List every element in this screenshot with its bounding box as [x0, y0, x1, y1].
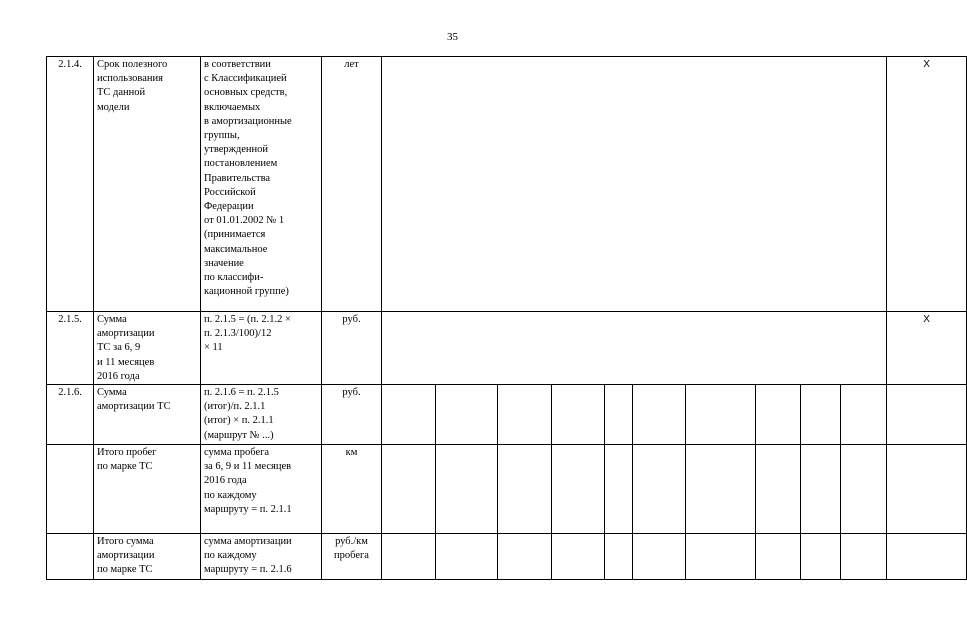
empty-cell [633, 385, 686, 445]
data-table [46, 56, 967, 580]
empty-cell [552, 445, 605, 534]
empty-cell [841, 534, 887, 580]
merged-cell [382, 57, 887, 312]
empty-cell [605, 385, 633, 445]
empty-cell [605, 534, 633, 580]
empty-cell [382, 385, 436, 445]
x-mark: X [923, 314, 930, 325]
row-number: 2.1.6. [47, 385, 94, 445]
empty-cell [887, 385, 967, 445]
table-row [47, 385, 967, 445]
empty-cell [382, 445, 436, 534]
row-formula: п. 2.1.6 = п. 2.1.5 (итог)/п. 2.1.1 (итог) × п. 2.1.1 (маршрут № ...) [201, 385, 322, 445]
empty-cell [801, 385, 841, 445]
empty-cell [382, 534, 436, 580]
row-mark [887, 312, 967, 385]
row-number: 2.1.5. [47, 312, 94, 385]
empty-cell [633, 534, 686, 580]
empty-cell [887, 534, 967, 580]
table-row [47, 445, 967, 534]
row-formula: сумма амортизации по каждому маршруту = п. 2.1.6 [201, 534, 322, 580]
row-formula: сумма пробега за 6, 9 и 11 месяцев 2016 года по каждому маршруту = п. 2.1.1 [201, 445, 322, 534]
empty-cell [552, 385, 605, 445]
empty-cell [756, 385, 801, 445]
table-row [47, 534, 967, 580]
empty-cell [686, 385, 756, 445]
row-number [47, 534, 94, 580]
empty-cell [552, 534, 605, 580]
empty-cell [756, 445, 801, 534]
row-name: Итого пробег по марке ТС [94, 445, 201, 534]
page-number: 35 [447, 31, 458, 43]
row-unit: руб./км пробега [322, 534, 382, 580]
row-unit: руб. [322, 385, 382, 445]
empty-cell [841, 445, 887, 534]
table-row [47, 312, 967, 385]
table-row [47, 57, 967, 312]
empty-cell [756, 534, 801, 580]
row-formula: в соответствии с Классификацией основных средств, включаемых в амортизационные группы, утвержденной постановлением Правительства Российской Федерации от 01.01.2002 № 1 (принимается максимальное значение по классифи- кационной группе) [201, 57, 322, 312]
row-name: Срок полезного использования ТС данной модели [94, 57, 201, 312]
row-name: Сумма амортизации ТС за 6, 9 и 11 месяцев 2016 года [94, 312, 201, 385]
empty-cell [801, 534, 841, 580]
empty-cell [801, 445, 841, 534]
empty-cell [841, 385, 887, 445]
row-number [47, 445, 94, 534]
empty-cell [436, 385, 498, 445]
empty-cell [633, 445, 686, 534]
empty-cell [686, 534, 756, 580]
empty-cell [498, 534, 552, 580]
row-formula: п. 2.1.5 = (п. 2.1.2 × п. 2.1.3/100)/12 × 11 [201, 312, 322, 385]
row-name: Итого сумма амортизации по марке ТС [94, 534, 201, 580]
row-mark [887, 57, 967, 312]
row-unit: руб. [322, 312, 382, 385]
row-number: 2.1.4. [47, 57, 94, 312]
empty-cell [436, 534, 498, 580]
row-unit: км [322, 445, 382, 534]
empty-cell [686, 445, 756, 534]
empty-cell [498, 385, 552, 445]
row-name: Сумма амортизации ТС [94, 385, 201, 445]
empty-cell [498, 445, 552, 534]
empty-cell [605, 445, 633, 534]
merged-cell [382, 312, 887, 385]
empty-cell [436, 445, 498, 534]
empty-cell [887, 445, 967, 534]
x-mark: X [923, 59, 930, 70]
row-unit: лет [322, 57, 382, 312]
